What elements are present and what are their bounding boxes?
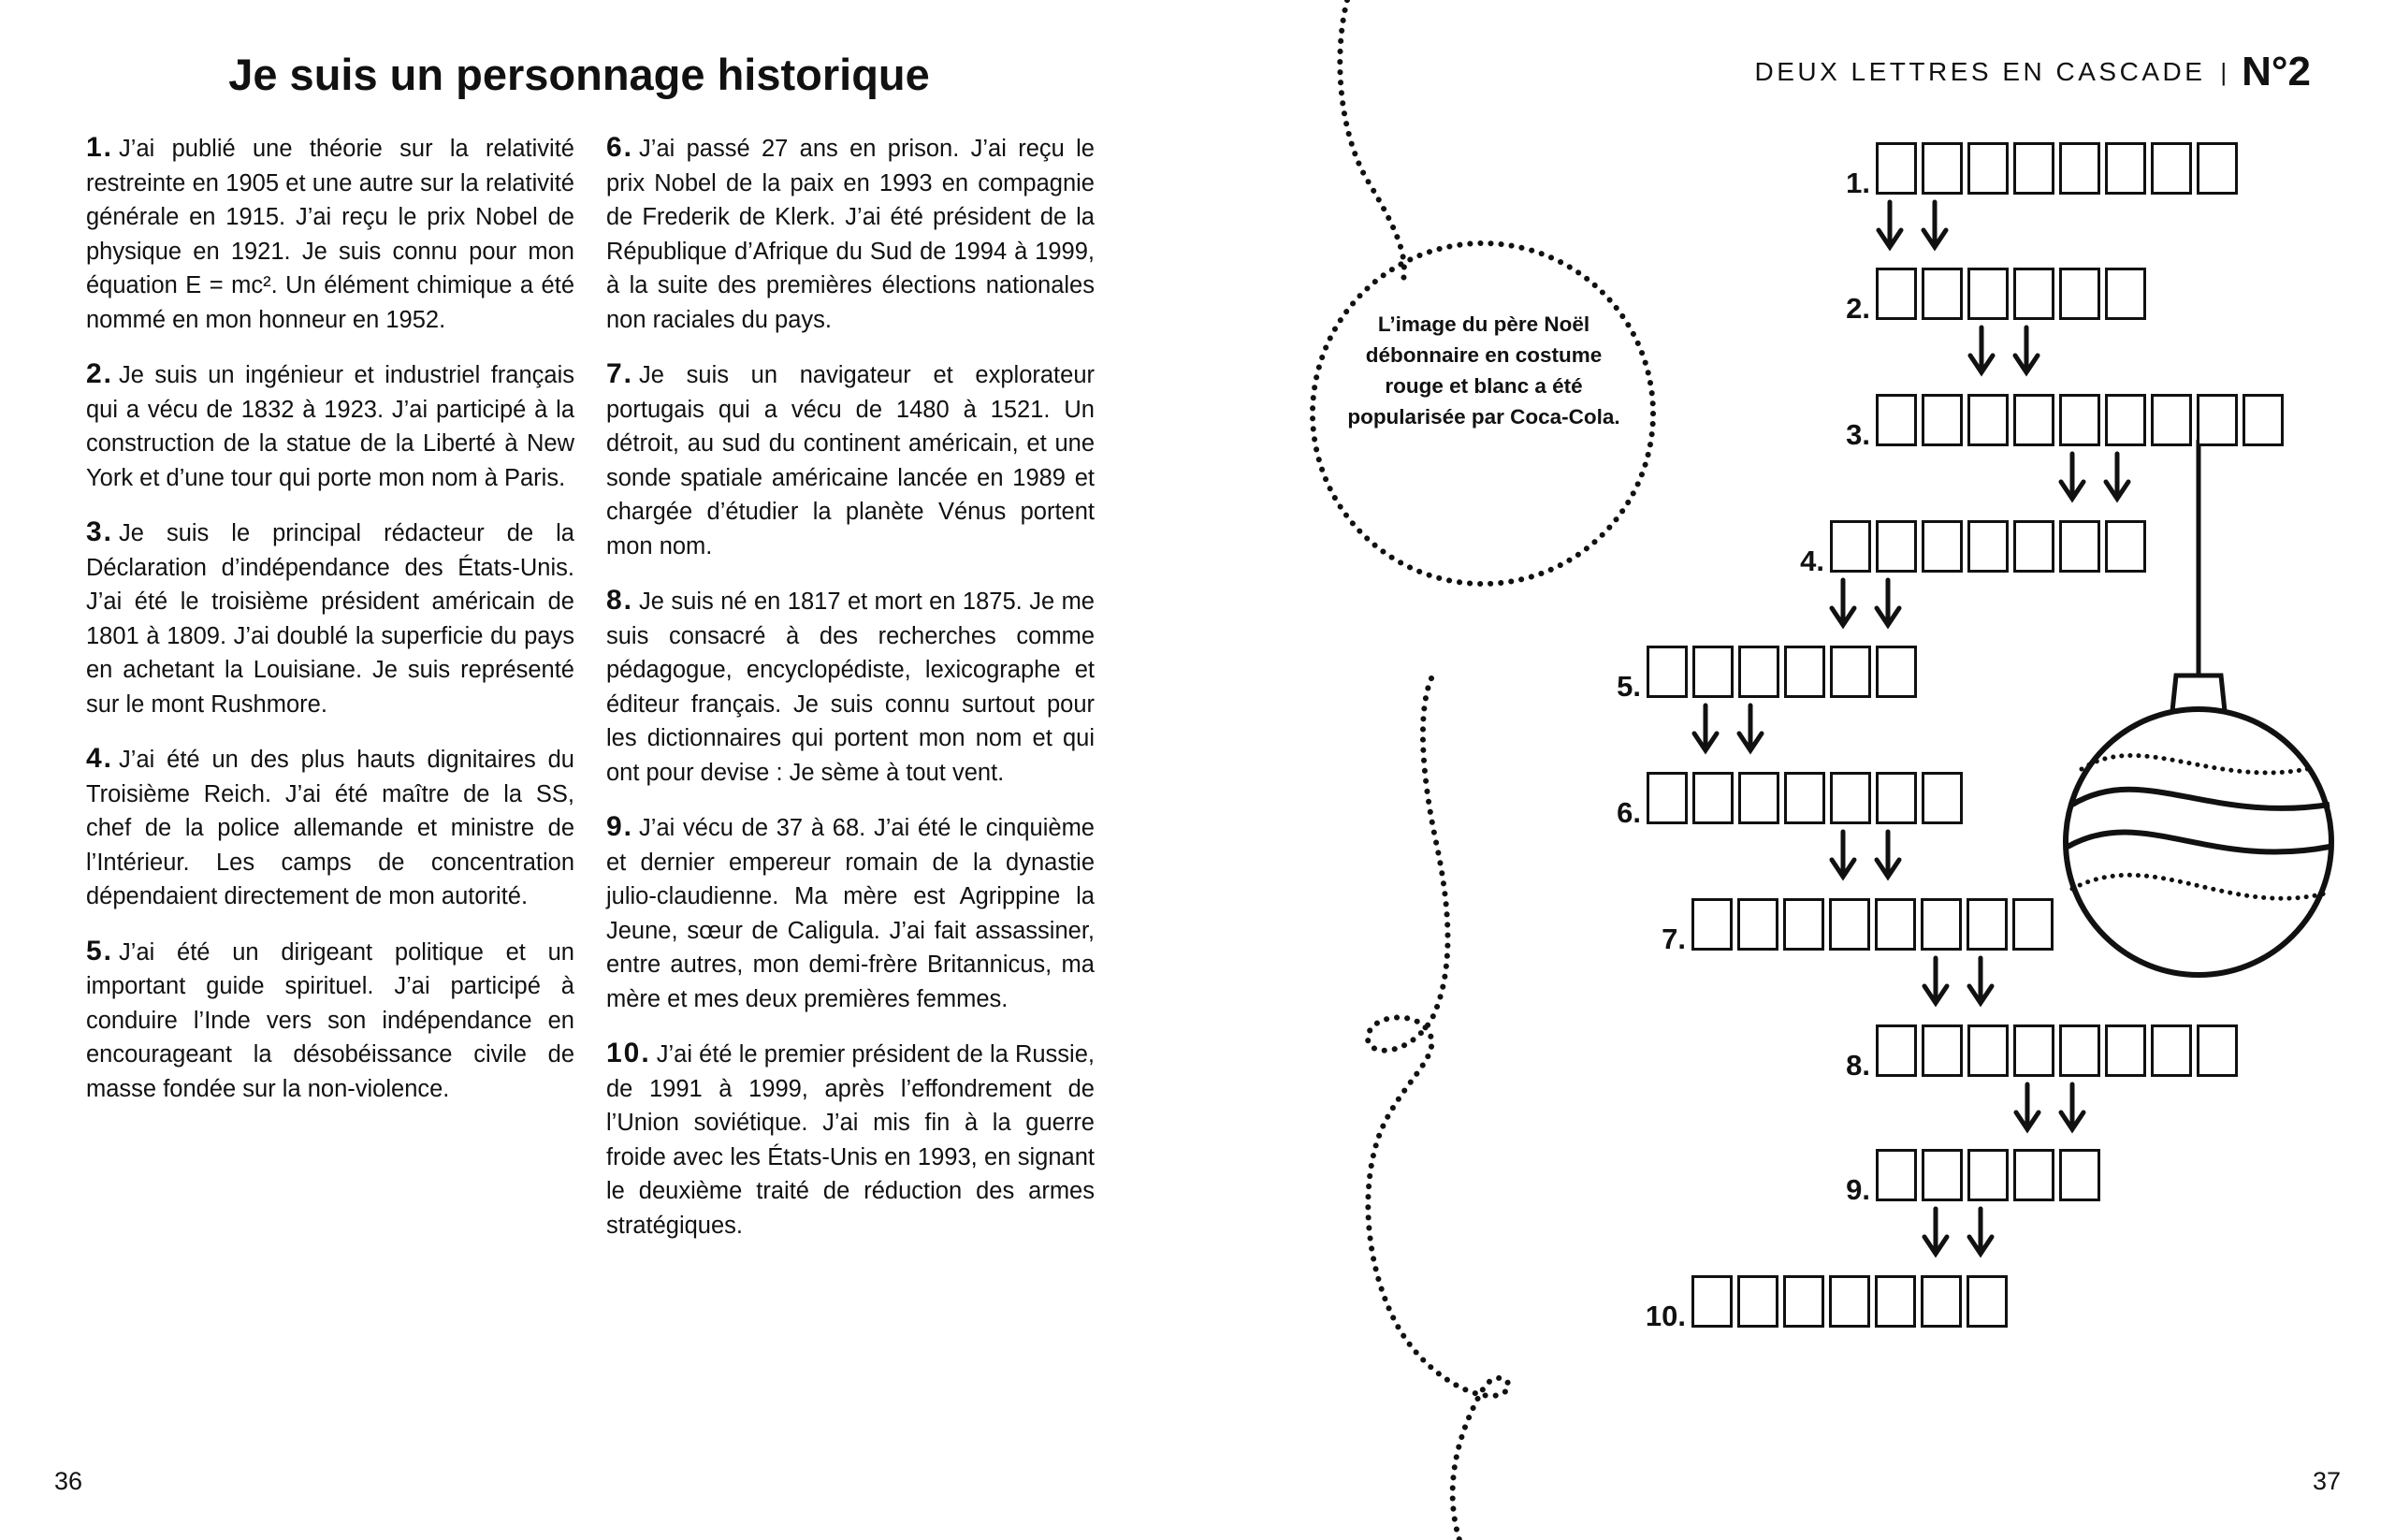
grid-row-label: 8. <box>1846 1049 1870 1082</box>
clues-column-right <box>606 131 1095 1263</box>
letter-box[interactable] <box>2059 142 2100 195</box>
letter-box[interactable] <box>1829 898 1870 951</box>
clue-text: J’ai passé 27 ans en prison. J’ai reçu le prix Nobel de la paix en 1993 en compagnie de Frederik de Klerk. J’ai été président de la République d’Afrique du Sud de 1994 à 1999, à la suite des premières élections nationales non raciales du pays. <box>606 136 1095 333</box>
letter-box[interactable] <box>1830 520 1871 573</box>
letter-box[interactable] <box>1876 1149 1917 1201</box>
down-arrow-icon <box>1877 580 1899 625</box>
letter-box[interactable] <box>1967 898 2008 951</box>
letter-box[interactable] <box>1830 646 1871 698</box>
letter-box[interactable] <box>2013 394 2054 446</box>
letter-box[interactable] <box>1737 1275 1778 1328</box>
letter-box[interactable] <box>1875 898 1916 951</box>
letter-box[interactable] <box>1876 142 1917 195</box>
clue-text: J’ai vécu de 37 à 68. J’ai été le cinquième et dernier empereur romain de la dynastie julio-claudienne. Ma mère est Agrippine la Jeune, sœur de Caligula. J’ai fait assassiner, entre autres, mon demi-frère Britannicus, ma mère et mes deux premières femmes. <box>606 815 1095 1012</box>
letter-box[interactable] <box>2013 1024 2054 1077</box>
clue-number: 4. <box>86 743 114 774</box>
letter-box[interactable] <box>1921 1275 1962 1328</box>
letter-box[interactable] <box>1876 520 1917 573</box>
grid-row-label: 3. <box>1846 418 1870 451</box>
grid-row <box>1617 768 1967 829</box>
grid-row-label: 9. <box>1846 1173 1870 1206</box>
down-arrow-icon <box>1969 958 1992 1003</box>
letter-box[interactable] <box>2013 1149 2054 1201</box>
clue-item <box>86 935 574 1107</box>
puzzle-number: N°2 <box>2242 49 2311 94</box>
letter-box[interactable] <box>2151 1024 2192 1077</box>
letter-box[interactable] <box>1967 1024 2009 1077</box>
clue-number: 8. <box>606 585 634 616</box>
grid-row-label: 4. <box>1800 545 1824 577</box>
letter-box[interactable] <box>1784 772 1825 824</box>
page-number-left: 36 <box>54 1467 83 1495</box>
grid-row <box>1662 894 2058 955</box>
letter-box[interactable] <box>2012 898 2054 951</box>
letter-box[interactable] <box>2105 520 2146 573</box>
grid-row <box>1617 642 1922 703</box>
letter-box[interactable] <box>2151 394 2192 446</box>
down-arrow-icon <box>1832 832 1854 877</box>
down-arrow-icon <box>2016 1084 2039 1129</box>
letter-box[interactable] <box>1921 898 1962 951</box>
grid-row-label: 7. <box>1662 923 1686 955</box>
grid-row <box>1846 264 2151 325</box>
clue-item <box>606 131 1095 337</box>
letter-box[interactable] <box>2059 1024 2100 1077</box>
down-arrow-icon <box>2061 454 2083 499</box>
letter-box[interactable] <box>1922 1149 1963 1201</box>
letter-box[interactable] <box>1967 268 2009 320</box>
letter-box[interactable] <box>2013 520 2054 573</box>
letter-box[interactable] <box>1692 646 1734 698</box>
letter-box[interactable] <box>1783 898 1824 951</box>
letter-box[interactable] <box>1922 394 1963 446</box>
letter-box[interactable] <box>2197 394 2238 446</box>
clue-item <box>606 584 1095 790</box>
letter-box[interactable] <box>1876 646 1917 698</box>
letter-box[interactable] <box>1829 1275 1870 1328</box>
letter-box[interactable] <box>1738 646 1779 698</box>
letter-box[interactable] <box>2105 268 2146 320</box>
letter-box[interactable] <box>1967 394 2009 446</box>
down-arrow-icon <box>1923 202 1946 247</box>
grid-row <box>1846 1145 2105 1206</box>
puzzle-header <box>1754 49 2311 95</box>
letter-box[interactable] <box>1876 772 1917 824</box>
clue-text: Je suis le principal rédacteur de la Déclaration d’indépendance des États-Unis. J’ai été le troisième président américain de 1801 à 1809. J’ai doublé la superficie du pays en achetant la Louisiane. Je suis représenté sur le mont Rushmore. <box>86 520 574 718</box>
grid-row-label: 6. <box>1617 796 1641 829</box>
letter-box[interactable] <box>1967 142 2009 195</box>
clue-text: J’ai été un des plus hauts dignitaires du Troisième Reich. J’ai été maître de la SS, chef de la police allemande et ministre de l’Intérieur. Les camps de concentration dépendaient directement de mon autorité. <box>86 747 574 909</box>
clue-item <box>606 357 1095 563</box>
grid-row <box>1800 516 2151 577</box>
page-title: Je suis un personnage historique <box>228 50 930 99</box>
down-arrow-icon <box>2015 327 2038 372</box>
letter-box[interactable] <box>2013 142 2054 195</box>
letter-box[interactable] <box>1784 646 1825 698</box>
down-arrow-icon <box>2106 454 2128 499</box>
letter-box[interactable] <box>2059 520 2100 573</box>
letter-box[interactable] <box>1647 772 1688 824</box>
down-arrow-icon <box>1877 832 1899 877</box>
letter-box[interactable] <box>1922 772 1963 824</box>
letter-box[interactable] <box>1875 1275 1916 1328</box>
clue-item <box>86 742 574 914</box>
clue-text: J’ai été un dirigeant politique et un important guide spirituel. J’ai participé à conduire l’Inde vers son indépendance en encourageant la désobéissance civile de masse fondée sur la non-violence. <box>86 938 574 1102</box>
down-arrow-icon <box>2061 1084 2083 1129</box>
grid-row-label: 5. <box>1617 670 1641 703</box>
letter-box[interactable] <box>1876 1024 1917 1077</box>
letter-box[interactable] <box>1691 898 1733 951</box>
letter-box[interactable] <box>1922 142 1963 195</box>
letter-box[interactable] <box>1967 520 2009 573</box>
down-arrow-icon <box>1924 1209 1947 1254</box>
letter-box[interactable] <box>1692 772 1734 824</box>
header-separator: | <box>2220 57 2228 86</box>
clue-text: Je suis un ingénieur et industriel français qui a vécu de 1832 à 1923. J’ai participé à la construction de la statue de la Liberté à New York et d’une tour qui porte mon nom à Paris. <box>86 362 574 491</box>
clue-text: J’ai publié une théorie sur la relativité restreinte en 1905 et une autre sur la relativité générale en 1915. J’ai reçu le prix Nobel de physique en 1921. Je suis connu pour mon équation E = mc². Un élément chimique a été nommé en mon honneur en 1952. <box>86 136 574 333</box>
clue-text: Je suis né en 1817 et mort en 1875. Je me suis consacré à des recherches comme pédagogue, encyclopédiste, lexicographe et éditeur français. Je suis connu surtout pour les dictionnaires qui portent mon nom et qui ont pour devise : Je sème à tout vent. <box>606 588 1095 786</box>
clue-item <box>86 516 574 721</box>
clue-text: J’ai été le premier président de la Russie, de 1991 à 1999, après l’effondrement de l’Union soviétique. J’ai mis fin à la guerre froide avec les États-Unis en 1993, en signant le deuxième traité de réduction des armes stratégiques. <box>606 1041 1095 1239</box>
clue-number: 5. <box>86 935 114 966</box>
clue-number: 10. <box>606 1038 651 1068</box>
letter-box[interactable] <box>2197 142 2238 195</box>
grid-row <box>1846 1021 2243 1082</box>
letter-box[interactable] <box>1737 898 1778 951</box>
puzzle-type-label: DEUX LETTRES EN CASCADE <box>1754 57 2206 86</box>
down-arrow-icon <box>1832 580 1854 625</box>
clue-text: Je suis un navigateur et explorateur portugais qui a vécu de 1480 à 1521. Un détroit, au sud du continent américain, et une sonde spatiale américaine lancée en 1989 et chargée d’étudier la planète Vénus portent mon nom. <box>606 362 1095 559</box>
letter-box[interactable] <box>2197 1024 2238 1077</box>
letter-box[interactable] <box>2105 1024 2146 1077</box>
clue-number: 3. <box>86 516 114 547</box>
letter-box[interactable] <box>1876 268 1917 320</box>
letter-box[interactable] <box>2059 394 2100 446</box>
grid-row <box>1645 1271 2012 1332</box>
fun-fact-text: L’image du père Noël débonnaire en costume rouge et blanc a été popularisée par Coca-Cola. <box>1347 312 1620 429</box>
grid-row <box>1846 390 2288 451</box>
down-arrow-icon <box>1924 958 1947 1003</box>
clue-item <box>86 357 574 495</box>
down-arrow-icon <box>1879 202 1901 247</box>
letter-box[interactable] <box>2059 1149 2100 1201</box>
down-arrow-icon <box>1969 1209 1992 1254</box>
letter-box[interactable] <box>2243 394 2284 446</box>
page-number-right: 37 <box>2313 1467 2342 1495</box>
clue-number: 6. <box>606 132 634 163</box>
letter-box[interactable] <box>1967 1275 2008 1328</box>
letter-box[interactable] <box>1922 1024 1963 1077</box>
down-arrow-icon <box>1694 705 1717 750</box>
letter-box[interactable] <box>1967 1149 2009 1201</box>
down-arrow-icon <box>1970 327 1993 372</box>
letter-box[interactable] <box>2105 142 2146 195</box>
letter-box[interactable] <box>2013 268 2054 320</box>
down-arrow-icon <box>1739 705 1762 750</box>
clue-item <box>86 131 574 337</box>
clues-column-left <box>86 131 574 1126</box>
letter-box[interactable] <box>1830 772 1871 824</box>
letter-box[interactable] <box>1647 646 1688 698</box>
letter-box[interactable] <box>1922 268 1963 320</box>
clue-item <box>606 810 1095 1016</box>
grid-row-label: 10. <box>1645 1300 1686 1332</box>
letter-box[interactable] <box>2105 394 2146 446</box>
clue-number: 2. <box>86 358 114 389</box>
clue-item <box>606 1037 1095 1242</box>
clue-number: 9. <box>606 811 634 842</box>
letter-box[interactable] <box>1691 1275 1733 1328</box>
letter-box[interactable] <box>1783 1275 1824 1328</box>
grid-row-label: 2. <box>1846 292 1870 325</box>
grid-row-label: 1. <box>1846 167 1870 199</box>
grid-row <box>1846 138 2243 199</box>
letter-box[interactable] <box>2059 268 2100 320</box>
clue-number: 1. <box>86 132 114 163</box>
letter-box[interactable] <box>1876 394 1917 446</box>
letter-box[interactable] <box>2151 142 2192 195</box>
clue-number: 7. <box>606 358 634 389</box>
letter-box[interactable] <box>1922 520 1963 573</box>
letter-box[interactable] <box>1738 772 1779 824</box>
dotted-string-icon <box>1340 0 1508 1540</box>
